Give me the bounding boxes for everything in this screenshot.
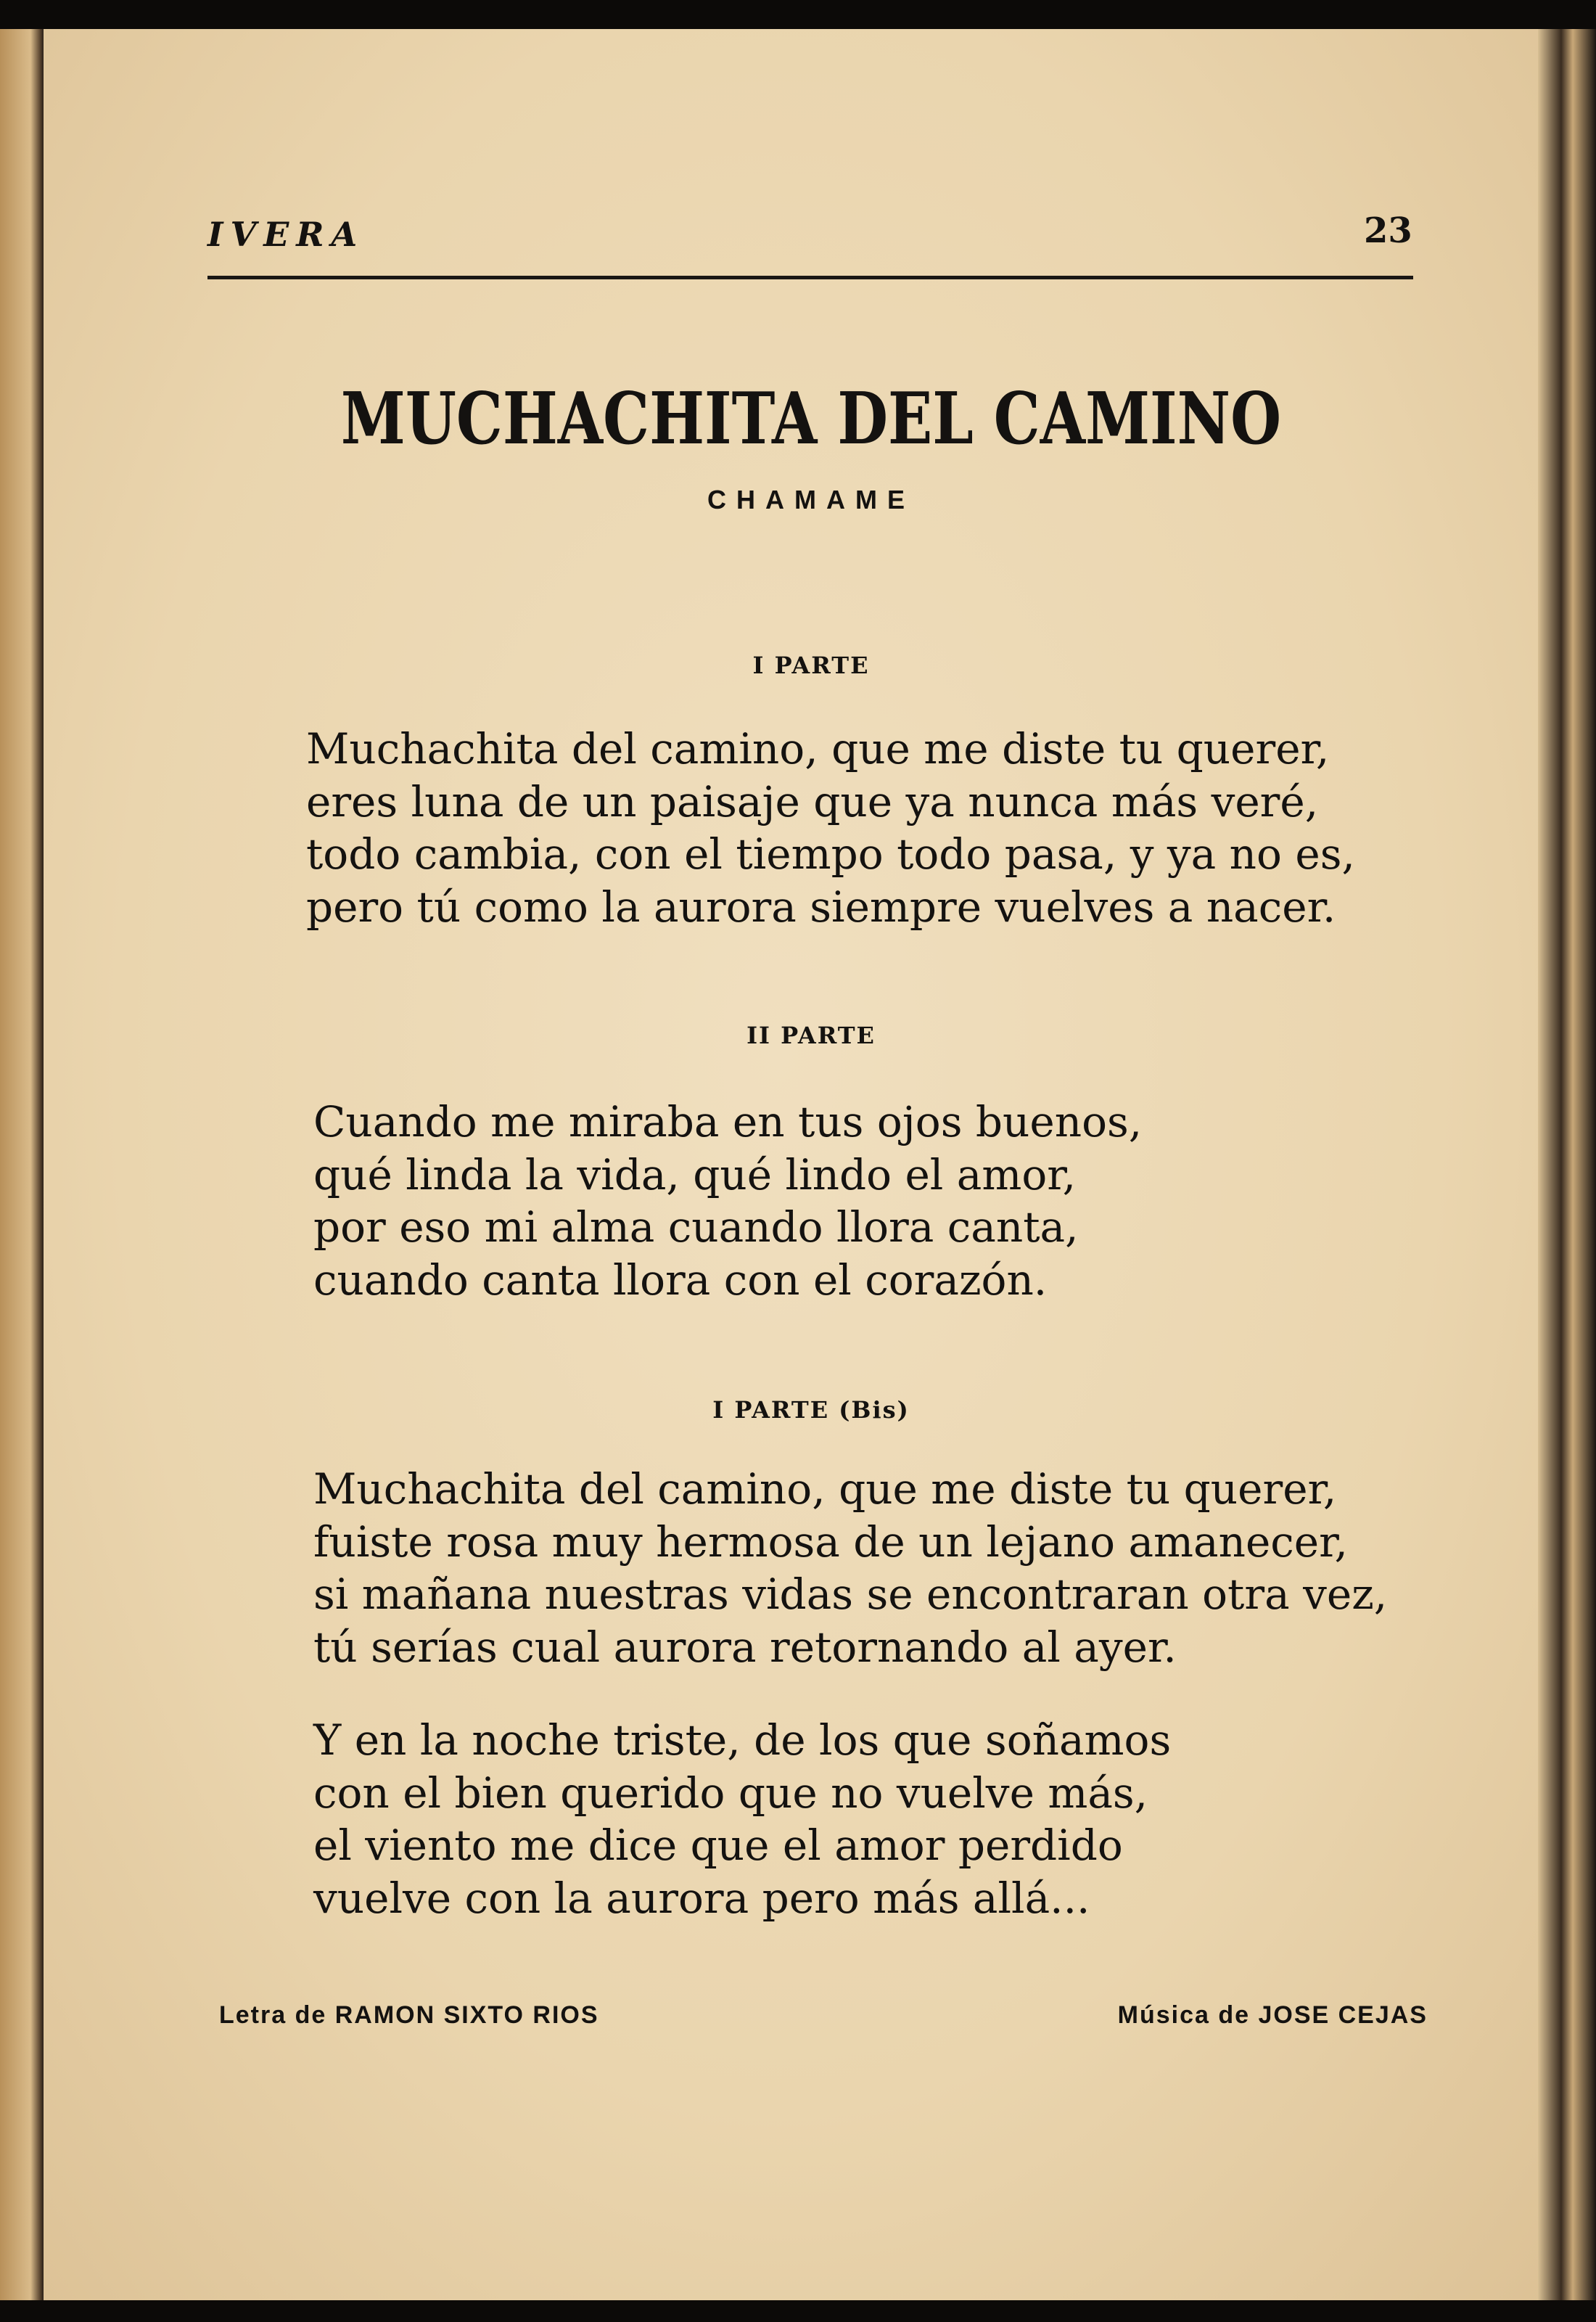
- stanza: [313, 1096, 1142, 1306]
- lyric-line: qué linda la vida, qué lindo el amor,: [313, 1149, 1077, 1199]
- running-head: IVERA: [207, 215, 365, 254]
- song-genre: CHAMAME: [707, 485, 915, 514]
- stanza: [313, 1714, 1171, 1924]
- lyric-line: pero tú como la aurora siempre vuelves a nacer.: [306, 882, 1336, 932]
- stanza: [313, 1463, 1387, 1673]
- section-heading: II PARTE: [746, 1022, 876, 1049]
- lyric-line: por eso mi alma cuando llora canta,: [313, 1202, 1079, 1252]
- stanza: [306, 723, 1355, 933]
- lyric-line: todo cambia, con el tiempo todo pasa, y ya no es,: [306, 829, 1355, 879]
- page-left-edge: [0, 29, 44, 2300]
- song-title: MUCHACHITA DEL CAMINO: [340, 377, 1282, 461]
- lyric-line: eres luna de un paisaje que ya nunca más veré,: [306, 776, 1319, 826]
- music-credit: Música de JOSE CEJAS: [1117, 2001, 1428, 2029]
- page-number: 23: [1364, 210, 1412, 251]
- lyric-line: vuelve con la aurora pero más allá...: [313, 1873, 1090, 1923]
- lyric-line: el viento me dice que el amor perdido: [313, 1821, 1123, 1870]
- lyric-line: Muchachita del camino, que me diste tu querer,: [313, 1464, 1337, 1514]
- lyric-line: fuiste rosa muy hermosa de un lejano amanecer,: [313, 1517, 1348, 1567]
- lyric-line: Y en la noche triste, de los que soñamos: [313, 1715, 1172, 1765]
- section-heading: I PARTE (Bis): [712, 1396, 910, 1424]
- lyrics-credit: Letra de RAMON SIXTO RIOS: [219, 2001, 599, 2029]
- lyric-line: si mañana nuestras vidas se encontraran otra vez,: [313, 1570, 1388, 1619]
- lyric-line: con el bien querido que no vuelve más,: [313, 1768, 1148, 1818]
- header-rule: [207, 276, 1413, 279]
- lyric-line: tú serías cual aurora retornando al ayer.: [313, 1622, 1177, 1672]
- lyric-line: Muchachita del camino, que me diste tu querer,: [306, 724, 1330, 774]
- lyric-line: cuando canta llora con el corazón.: [313, 1255, 1048, 1305]
- lyric-line: Cuando me miraba en tus ojos buenos,: [313, 1097, 1143, 1146]
- page-right-edge: [1538, 29, 1596, 2300]
- section-heading: I PARTE: [752, 652, 870, 679]
